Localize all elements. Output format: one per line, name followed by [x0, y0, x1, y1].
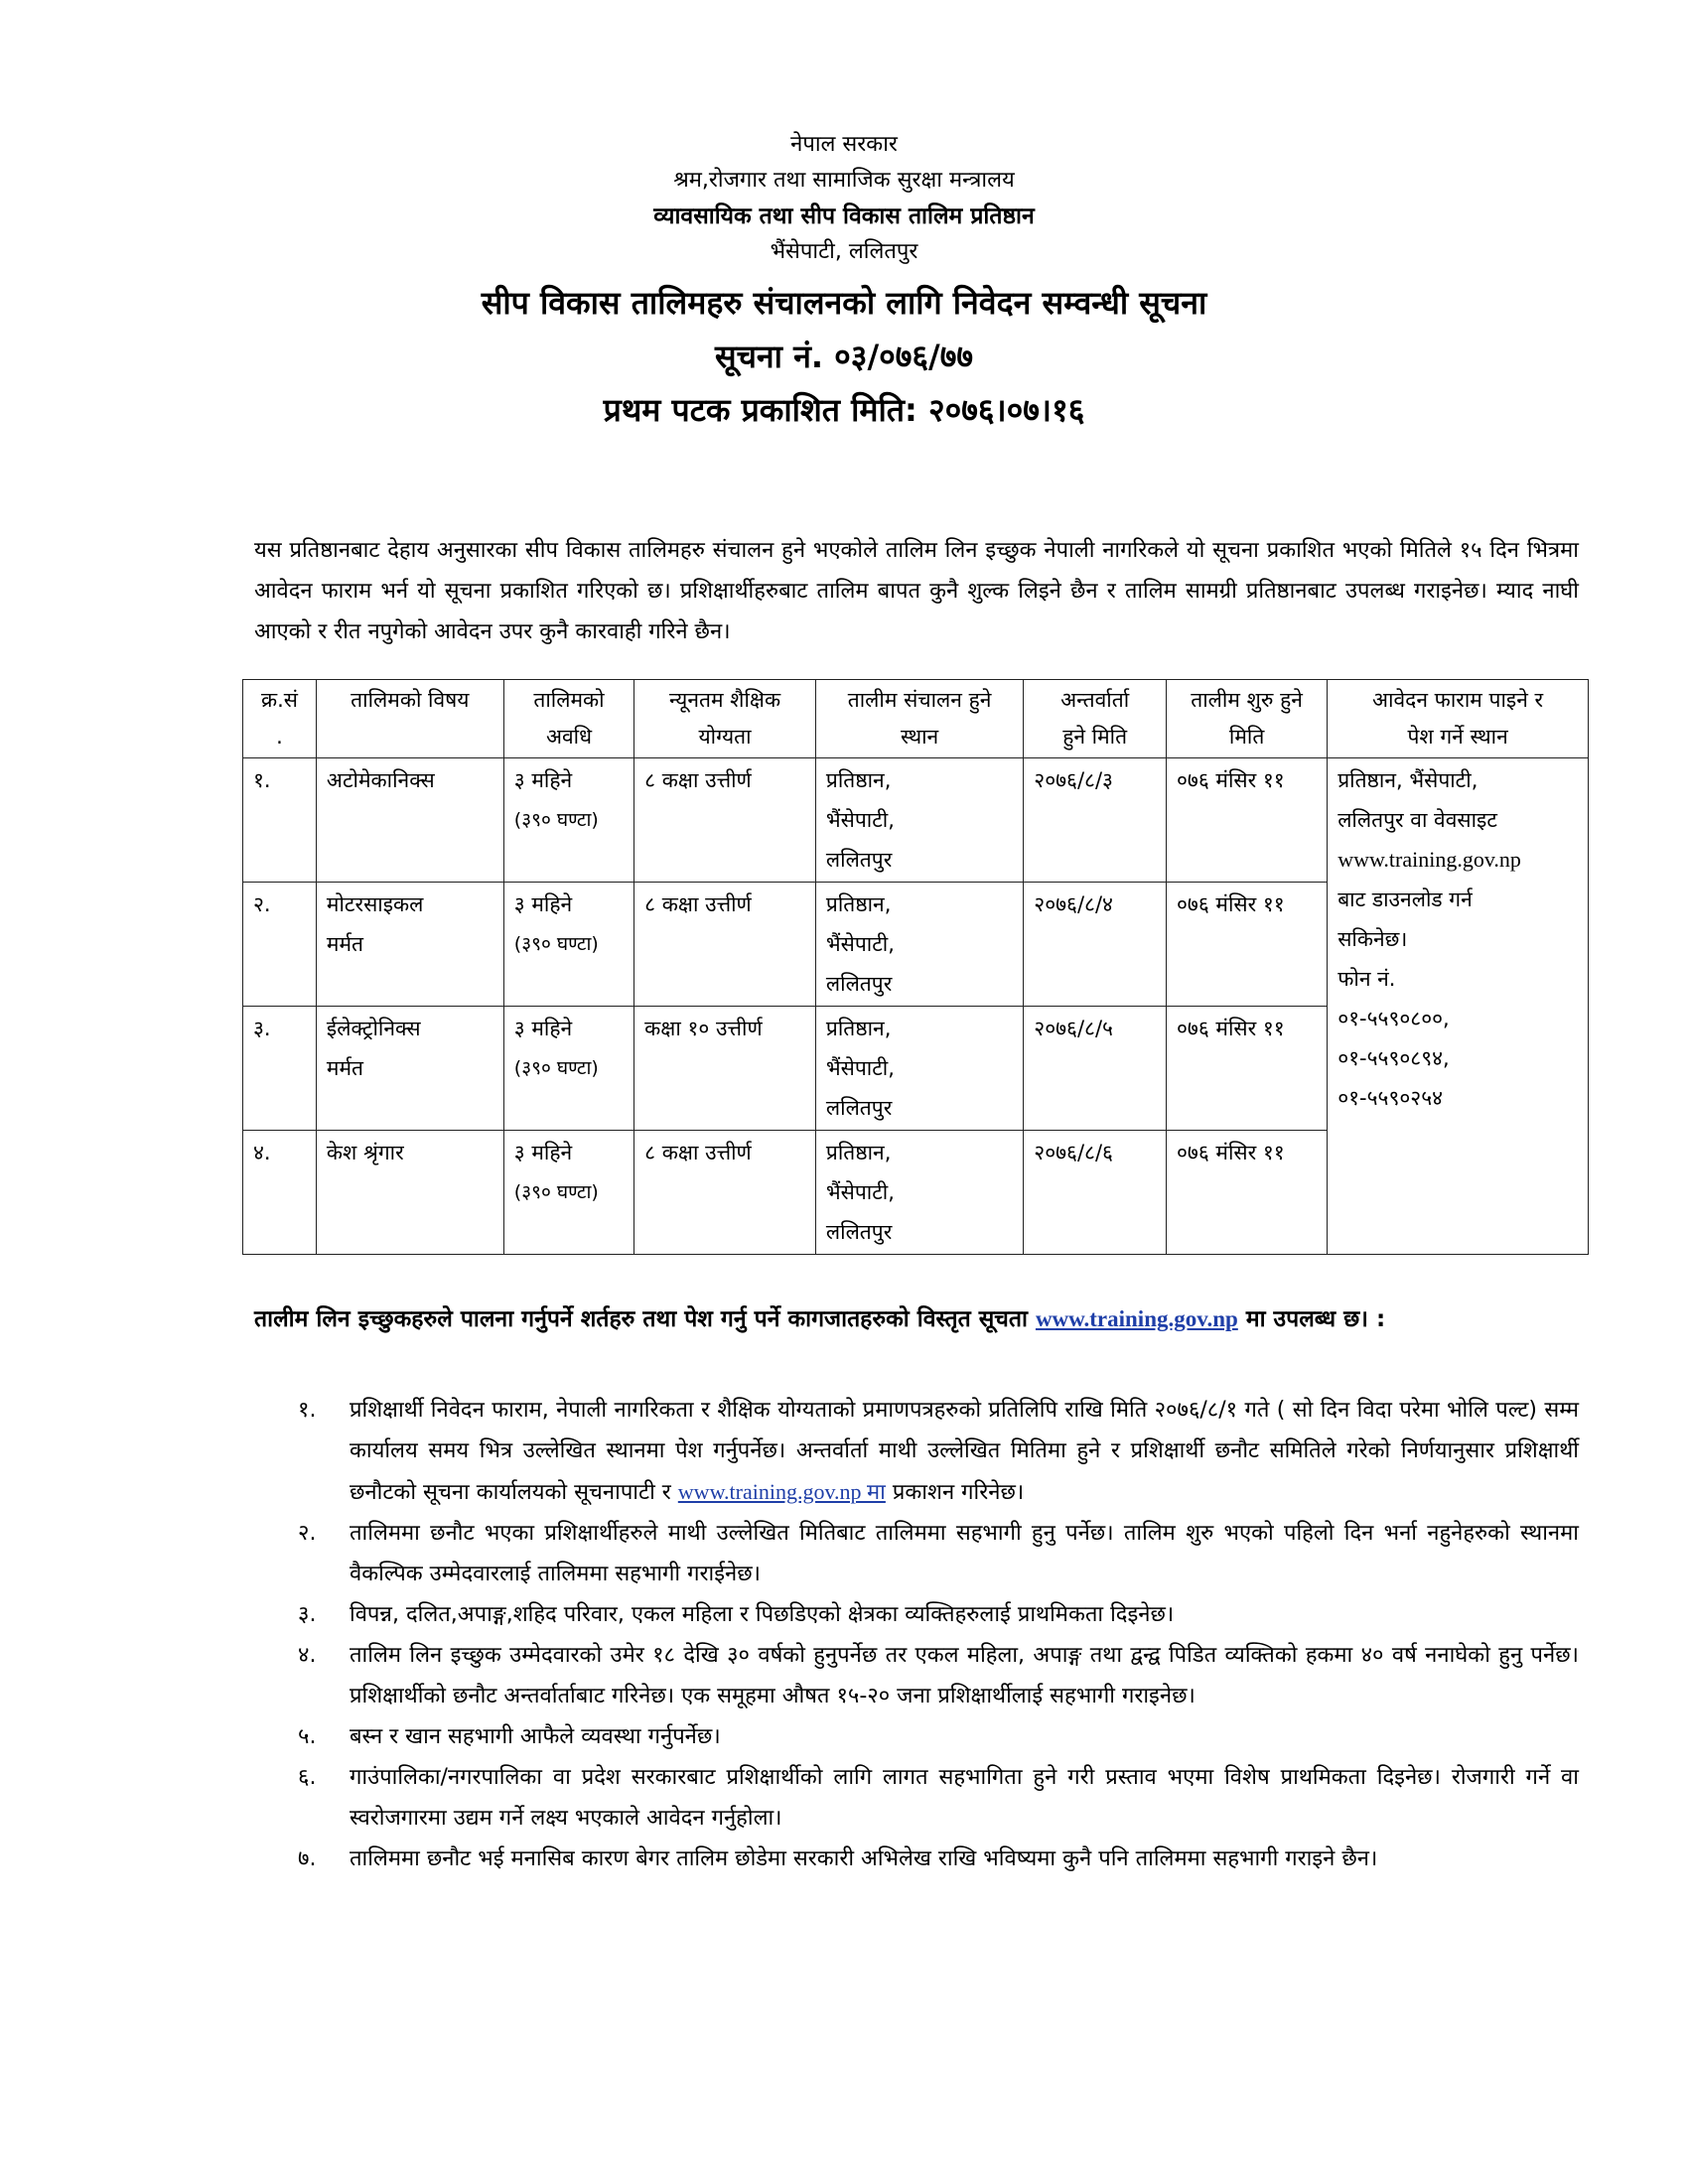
header-apply: आवेदन फाराम पाइने र पेश गर्ने स्थान: [1328, 680, 1589, 758]
cell-sn: २.: [243, 883, 317, 1007]
item-text: विपन्न, दलित,अपाङ्ग,शहिद परिवार, एकल महिला र पिछडिएको क्षेत्रका व्यक्तिहरुलाई प्राथमिकता दिइनेछ।: [350, 1602, 1175, 1627]
cell-interview: २०७६/८/५: [1024, 1007, 1167, 1131]
list-item: [298, 1390, 1579, 1513]
header-venue: तालीम संचालन हुने स्थान: [815, 680, 1023, 758]
rules-list: [298, 1390, 1579, 1879]
item-text: तालिममा छनौट भएका प्रशिक्षार्थीहरुले माथी उल्लेखित मितिबाट तालिममा सहभागी हुनु पर्नेछ। तालिम शुरु भएको पहिलो दिन भर्ना नहुनेहरुको स्थानमा वैकल्पिक उम्मेदवारलाई तालिममा सहभागी गराईनेछ।: [350, 1521, 1579, 1586]
item-number: ३.: [298, 1602, 317, 1627]
header-qualification: न्यूनतम शैक्षिक योग्यता: [634, 680, 816, 758]
cell-qualification: ८ कक्षा उत्तीर्ण: [634, 758, 816, 883]
item-text: प्रशिक्षार्थी निवेदन फाराम, नेपाली नागरिकता र शैक्षिक योग्यताको प्रमाणपत्रहरुको प्रतिलिपि राखि मिति २०७६/८/१ गते ( सो दिन विदा परेमा भोलि पल्ट) सम्म कार्यालय समय भित्र उल्लेखित स्थानमा पेश गर्नुपर्नेछ। अन्तर्वार्ता माथी उल्लेखित मितिमा हुने र प्रशिक्षार्थी छनौट समितिले गरेको निर्णयानुसार प्रशिक्षार्थी छनौटको सूचना कार्यालयको सूचनापाटी र: [350, 1398, 1579, 1505]
item-link[interactable]: www.training.gov.np मा: [677, 1479, 886, 1504]
cell-apply: प्रतिष्ठान, भैंसेपाटी, ललितपुर वा वेवसाइट www.training.gov.np बाट डाउनलोड गर्न सकिनेछ। फोन नं. ०१-५५९०८००, ०१-५५९०८९४, ०१-५५९०२५४: [1328, 758, 1589, 1255]
table-row: [243, 758, 1589, 883]
note-tail: मा उपलब्ध छ। :: [1245, 1306, 1386, 1332]
cell-interview: २०७६/८/३: [1024, 758, 1167, 883]
apply-url[interactable]: www.training.gov.np: [1337, 847, 1521, 872]
details-note: [254, 1298, 1585, 1340]
cell-start: ०७६ मंसिर ११: [1167, 883, 1328, 1007]
cell-sn: ३.: [243, 1007, 317, 1131]
notice-title: सीप विकास तालिमहरु संचालनको लागि निवेदन सम्वन्धी सूचना: [481, 284, 1207, 322]
intro-paragraph: यस प्रतिष्ठानबाट देहाय अनुसारका सीप विकास तालिमहरु संचालन हुने भएकोले तालिम लिन इच्छुक नेपाली नागरिकले यो सूचना प्रकाशित भएको मितिले १५ दिन भित्रमा आवेदन फाराम भर्न यो सूचना प्रकाशित गरिएको छ। प्रशिक्षार्थीहरुबाट तालिम बापत कुनै शुल्क लिइने छैन र तालिम सामग्री प्रतिष्ठानबाट उपलब्ध गराइनेछ। म्याद नाघी आएको र रीत नपुगेको आवेदन उपर कुनै कारवाही गरिने छैन।: [254, 538, 1579, 644]
note-text: तालीम लिन इच्छुकहरुले पालना गर्नुपर्ने शर्तहरु तथा पेश गर्नु पर्ने कागजातहरुको विस्तृत सूचता: [254, 1306, 1028, 1332]
notice-number: सूचना नं. ०३/०७६/७७: [714, 338, 974, 375]
cell-subject: अटोमेकानिक्स: [316, 758, 503, 883]
item-text: तालिम लिन इच्छुक उम्मेदवारको उमेर १८ देखि ३० वर्षको हुनुपर्नेछ तर एकल महिला, अपाङ्ग तथा द्वन्द्व पिडित व्यक्तिको हकमा ४० वर्ष ननाघेको हुनु पर्नेछ। प्रशिक्षार्थीको छनौट अन्तर्वार्ताबाट गरिनेछ। एक समूहमा औषत १५-२० जना प्रशिक्षार्थीलाई सहभागी गराइनेछ।: [350, 1643, 1579, 1708]
note-link[interactable]: www.training.gov.np: [1035, 1306, 1238, 1331]
cell-interview: २०७६/८/४: [1024, 883, 1167, 1007]
header-sn: क्र.सं .: [243, 680, 317, 758]
cell-qualification: कक्षा १० उत्तीर्ण: [634, 1007, 816, 1131]
institute-name: व्यावसायिक तथा सीप विकास तालिम प्रतिष्ठान: [653, 204, 1035, 229]
header-subject: तालिमको विषय: [316, 680, 503, 758]
phone-number: ०१-५५९०२५४: [1337, 1086, 1444, 1110]
item-number: ४.: [298, 1643, 317, 1668]
cell-sn: ४.: [243, 1131, 317, 1255]
list-item: [298, 1757, 1579, 1839]
cell-venue: प्रतिष्ठान, भैंसेपाटी, ललितपुर: [815, 758, 1023, 883]
cell-qualification: ८ कक्षा उत्तीर्ण: [634, 1131, 816, 1255]
cell-start: ०७६ मंसिर ११: [1167, 758, 1328, 883]
header-start: तालीम शुरु हुने मिति: [1167, 680, 1328, 758]
list-item: [298, 1635, 1579, 1716]
cell-sn: १.: [243, 758, 317, 883]
training-table: [242, 679, 1589, 1255]
item-text: तालिममा छनौट भई मनासिब कारण बेगर तालिम छोडेमा सरकारी अभिलेख राखि भविष्यमा कुनै पनि तालिममा सहभागी गराइने छैन।: [350, 1846, 1378, 1871]
list-item: [298, 1716, 1579, 1757]
cell-venue: प्रतिष्ठान, भैंसेपाटी, ललितपुर: [815, 1131, 1023, 1255]
ministry-name: श्रम,रोजगार तथा सामाजिक सुरक्षा मन्त्रालय: [673, 168, 1015, 193]
cell-duration: ३ महिने (३९० घण्टा): [503, 883, 633, 1007]
item-text: बस्न र खान सहभागी आफैले व्यवस्था गर्नुपर्नेछ।: [350, 1724, 721, 1749]
item-number: ७.: [298, 1846, 317, 1871]
item-text: गाउंपालिका/नगरपालिका वा प्रदेश सरकारबाट प्रशिक्षार्थीको लागि लागत सहभागिता हुने गरी प्रस्ताव भएमा विशेष प्राथमिकता दिइनेछ। रोजगारी गर्ने वा स्वरोजगारमा उद्यम गर्ने लक्ष्य भएकाले आवेदन गर्नुहोला।: [350, 1765, 1579, 1831]
cell-duration: ३ महिने (३९० घण्टा): [503, 758, 633, 883]
cell-duration: ३ महिने (३९० घण्टा): [503, 1131, 633, 1255]
header-interview: अन्तर्वार्ता हुने मिति: [1024, 680, 1167, 758]
cell-qualification: ८ कक्षा उत्तीर्ण: [634, 883, 816, 1007]
cell-duration: ३ महिने (३९० घण्टा): [503, 1007, 633, 1131]
item-number: २.: [298, 1521, 317, 1546]
cell-start: ०७६ मंसिर ११: [1167, 1007, 1328, 1131]
cell-interview: २०७६/८/६: [1024, 1131, 1167, 1255]
publish-date: प्रथम पटक प्रकाशित मिति: २०७६।०७।१६: [603, 391, 1085, 429]
notice-header: [0, 127, 1688, 437]
phone-number: ०१-५५९०८००,: [1337, 1007, 1450, 1030]
cell-subject: मोटरसाइकल मर्मत: [316, 883, 503, 1007]
cell-start: ०७६ मंसिर ११: [1167, 1131, 1328, 1255]
item-number: ५.: [298, 1724, 317, 1749]
item-number: ६.: [298, 1765, 317, 1790]
list-item: [298, 1839, 1579, 1879]
item-number: १.: [298, 1398, 317, 1423]
cell-subject: ईलेक्ट्रोनिक्स मर्मत: [316, 1007, 503, 1131]
header-duration: तालिमको अवधि: [503, 680, 633, 758]
cell-subject: केश श्रृंगार: [316, 1131, 503, 1255]
list-item: [298, 1513, 1579, 1594]
list-item: [298, 1594, 1579, 1635]
cell-venue: प्रतिष्ठान, भैंसेपाटी, ललितपुर: [815, 883, 1023, 1007]
institute-address: भैंसेपाटी, ललितपुर: [770, 239, 918, 264]
item-text-after: प्रकाशन गरिनेछ।: [892, 1480, 1025, 1505]
table-header-row: [243, 680, 1589, 758]
cell-venue: प्रतिष्ठान, भैंसेपाटी, ललितपुर: [815, 1007, 1023, 1131]
government-name: नेपाल सरकार: [790, 132, 898, 157]
phone-number: ०१-५५९०८९४,: [1337, 1046, 1450, 1070]
